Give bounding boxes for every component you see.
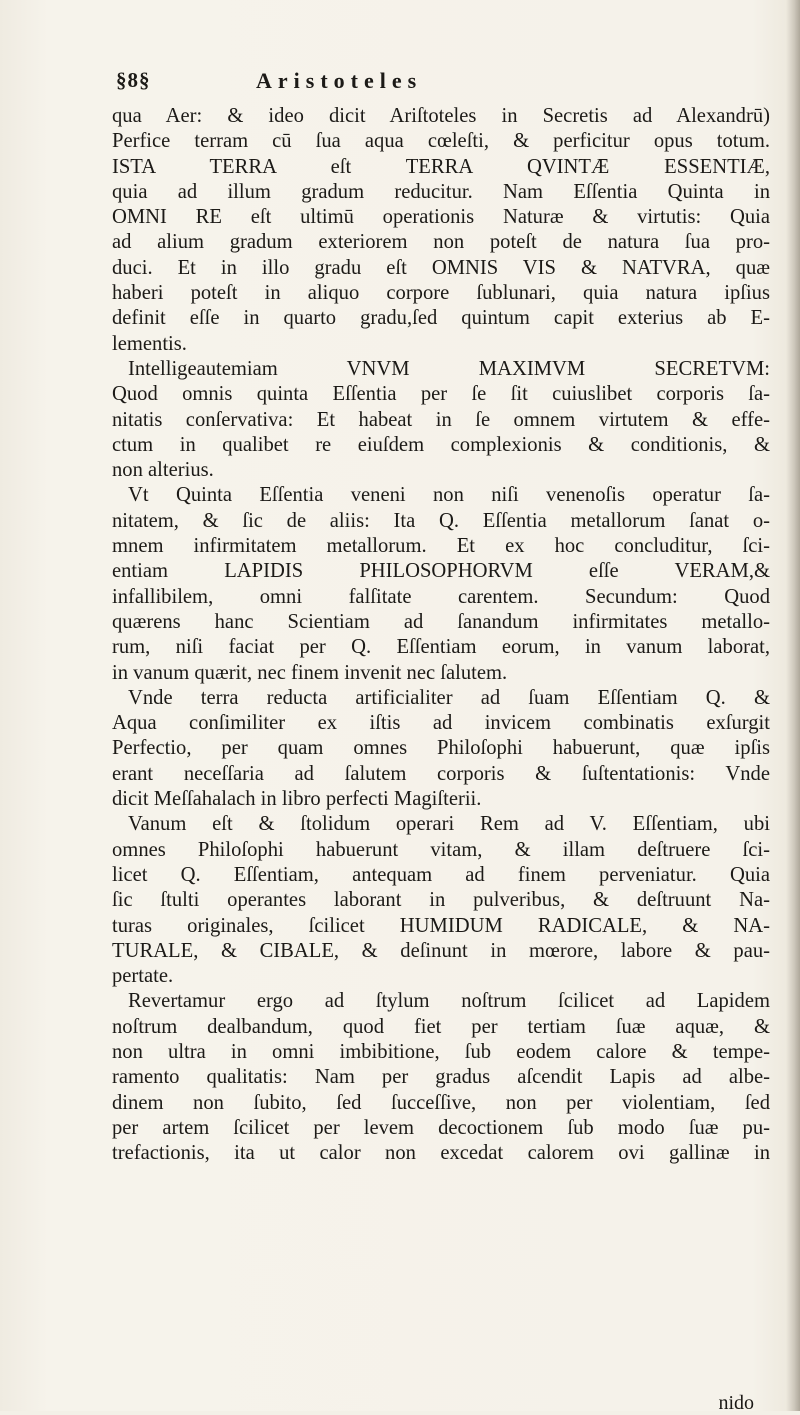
text-line: entiam LAPIDIS PHILOSOPHORVM eſſe VERAM,& [112,560,770,583]
text-line: ramento qualitatis: Nam per gradus aſcendit Lapis ad albe- [112,1066,770,1089]
text-line: haberi poteſt in aliquo corpore ſublunari, quia natura ipſius [112,282,770,305]
text-line: quærens hanc Scientiam ad ſanandum infirmitates metallo- [112,610,770,633]
text-line: dicit Meſſahalach in libro perfecti Magiſterii. [112,788,482,811]
text-line: Vanum eſt & ſtolidum operari Rem ad V. Eſſentiam, ubi [128,813,770,836]
text-line: OMNI RE eſt ultimū operationis Naturæ & virtutis: Quia [112,206,770,229]
text-line: mnem infirmitatem metallorum. Et ex hoc concluditur, ſci- [112,535,770,558]
folio-number: §8§ [116,68,151,92]
text-line: definit eſſe in quarto gradu,ſed quintum capit exterius ab E- [112,307,770,330]
text-line: erant neceſſaria ad ſalutem corporis & ſuſtentationis: Vnde [112,762,770,785]
text-line: qua Aer: & ideo dicit Ariſtoteles in Secretis ad Alexandrū) [112,105,770,127]
text-line: lementis. [112,332,187,355]
text-line: Perfectio, per quam omnes Philoſophi habuerunt, quæ ipſis [112,737,770,760]
text-line: TURALE, & CIBALE, & deſinunt in mœrore, labore & pau- [112,939,770,962]
text-line: nitatis conſervativa: Et habeat in ſe omnem virtutem & effe- [112,408,770,431]
text-line: trefactionis, ita ut calor non excedat calorem ovi gallinæ in [112,1142,770,1165]
text-line: turas originales, ſcilicet HUMIDUM RADICALE, & NA- [112,914,770,937]
text-line: ad alium gradum exteriorem non poteſt de natura ſua pro- [112,231,770,254]
catchword: nido [718,1392,754,1414]
body-text [112,104,770,1166]
text-line: per artem ſcilicet per levem decoctionem ſub modo ſuæ pu- [112,1116,770,1139]
text-line: Vnde terra reducta artificialiter ad ſuam Eſſentiam Q. & [128,686,770,709]
text-line: omnes Philoſophi habuerunt vitam, & illam deſtruere ſci- [112,838,770,861]
page-header [116,68,756,94]
text-line: in vanum quærit, nec finem invenit nec ſalutem. [112,661,508,684]
text-line: Perfice terram cū ſua aqua cœleſti, & perficitur opus totum. [112,130,770,153]
text-line: non ultra in omni imbibitione, ſub eodem calore & tempe- [112,1040,770,1063]
text-line: noſtrum dealbandum, quod fiet per tertiam ſuæ aquæ, & [112,1015,770,1038]
text-line: ctum in qualibet re eiuſdem complexionis & conditionis, & [112,433,770,456]
text-line: Quod omnis quinta Eſſentia per ſe ſit cuiuslibet corporis ſa- [112,383,770,406]
text-line: licet Q. Eſſentiam, antequam ad finem perveniatur. Quia [112,863,770,886]
text-line: ISTA TERRA eſt TERRA QVINTÆ ESSENTIÆ, [112,155,770,178]
page-gutter-shadow [786,0,800,1411]
text-line: Intelligeautemiam VNVM MAXIMVM SECRETVM: [128,357,770,380]
text-line: dinem non ſubito, ſed ſucceſſive, non per violentiam, ſed [112,1091,770,1114]
text-line: pertate. [112,965,174,988]
text-line: infallibilem, omni falſitate carentem. Secundum: Quod [112,585,770,608]
text-line: Vt Quinta Eſſentia veneni non niſi venenoſis operatur ſa- [128,484,770,507]
text-line: quia ad illum gradum reducitur. Nam Eſſentia Quinta in [112,180,770,203]
text-line: duci. Et in illo gradu eſt OMNIS VIS & NATVRA, quæ [112,256,770,279]
running-title: Aristoteles [256,68,423,93]
text-line: Revertamur ergo ad ſtylum noſtrum ſcilicet ad Lapidem [128,990,770,1013]
text-line: non alterius. [112,459,214,482]
text-line: rum, niſi faciat per Q. Eſſentiam eorum, in vanum laborat, [112,636,770,659]
text-line: nitatem, & ſic de aliis: Ita Q. Eſſentia metallorum ſanat o- [112,509,770,532]
text-line: ſic ſtulti operantes laborant in pulveribus, & deſtruunt Na- [112,889,770,912]
text-line: Aqua conſimiliter ex iſtis ad invicem combinatis exſurgit [112,712,770,735]
